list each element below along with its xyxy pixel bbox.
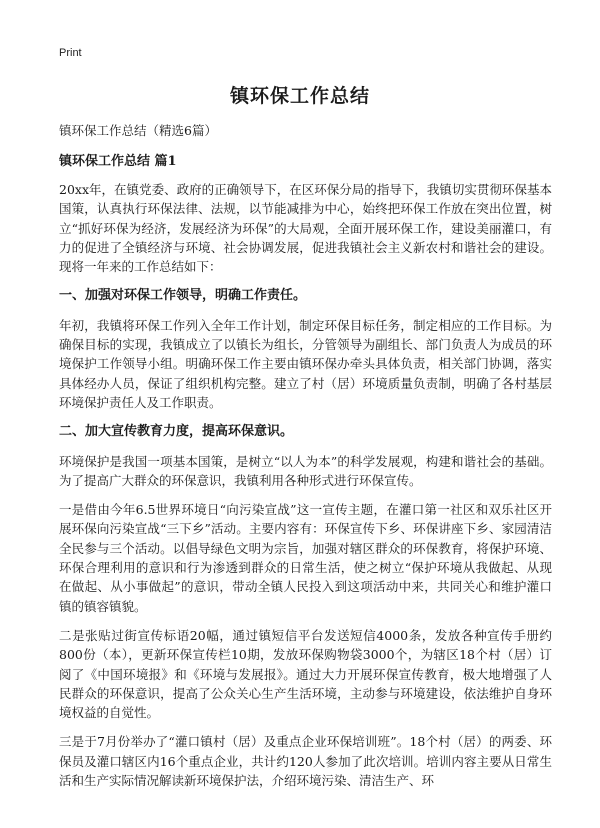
print-link[interactable]: Print	[59, 47, 82, 59]
document-subtitle: 镇环保工作总结（精选6篇）	[59, 123, 217, 138]
paragraph-4: 二是张贴过街宣传标语20幅，通过镇短信平台发送短信4000条，发放各种宣传手册约800份（本），更新环保宣传栏10期，发放环保购物袋3000个，为辖区18个村（居）订阅了《中国环境报》和《环境与发展报》。通过大力开展环保宣传教育，极大地增强了人民群众的环保意识，提高了公众关心生产生活环境，主动参与环境建设，依法维护自身环境权益的自觉性。	[59, 627, 552, 721]
heading-2: 二、加大宣传教育力度，提高环保意识。	[59, 424, 294, 440]
page-title: 镇环保工作总结	[229, 85, 370, 107]
article-body	[59, 180, 552, 800]
paragraph-1: 年初，我镇将环保工作列入全年工作计划，制定环保目标任务，制定相应的工作目标。为确保目标的实现，我镇成立了以镇长为组长，分管领导为副组长、部门负责人为成员的环境保护工作领导小组。明确环保工作主要由镇环保办牵头具体负责，相关部门协调，落实具体经办人员，保证了组织机构完整。建立了村（居）环境质量负责制，明确了各村基层环境保护责任人及工作职责。	[59, 317, 552, 410]
paragraph-5: 三是于7月份举办了“灌口镇村（居）及重点企业环保培训班”。18个村（居）的两委、环保员及灌口辖区内16个重点企业，共计约120人参加了此次培训。培训内容主要从日常生活和生产实际情况解读新环境保护法，介绍环境污染、清洁生产、环	[59, 734, 552, 789]
paragraph-2: 环境保护是我国一项基本国策，是树立“以人为本”的科学发展观，构建和谐社会的基础。为了提高广大群众的环保意识，我镇利用各种形式进行环保宣传。	[59, 453, 552, 488]
heading-1: 一、加强对环保工作领导，明确工作责任。	[59, 288, 307, 304]
section-title: 镇环保工作总结 篇1	[59, 154, 177, 169]
intro-paragraph: 20xx年，在镇党委、政府的正确领导下，在区环保分局的指导下，我镇切实贯彻环保基本国策，认真执行环保法律、法规，以节能减排为中心，始终把环保工作放在突出位置，树立“抓好环保为经济，发展经济为环保”的大局观，全面开展环保工作，建设美丽灌口，有力的促进了全镇经济与环境、社会协调发展，促进我镇社会主义新农村和谐社会的建设。现将一年来的工作总结如下：	[59, 182, 552, 275]
paragraph-3: 一是借由今年6.5世界环境日“向污染宣战”这一宣传主题，在灌口第一社区和双乐社区开展环保向污染宣战“三下乡”活动。主要内容有：环保宣传下乡、环保讲座下乡、家园清洁全民参与三个活动。以倡导绿色文明为宗旨，加强对辖区群众的环保教育，将保护环境、环保合理利用的意识和行为渗透到群众的日常生活，使之树立“保护环境从我做起、从现在做起、从小事做起”的意识，带动全镇人民投入到这项活动中来，共同关心和维护灌口镇的镇容镇貌。	[59, 502, 552, 614]
